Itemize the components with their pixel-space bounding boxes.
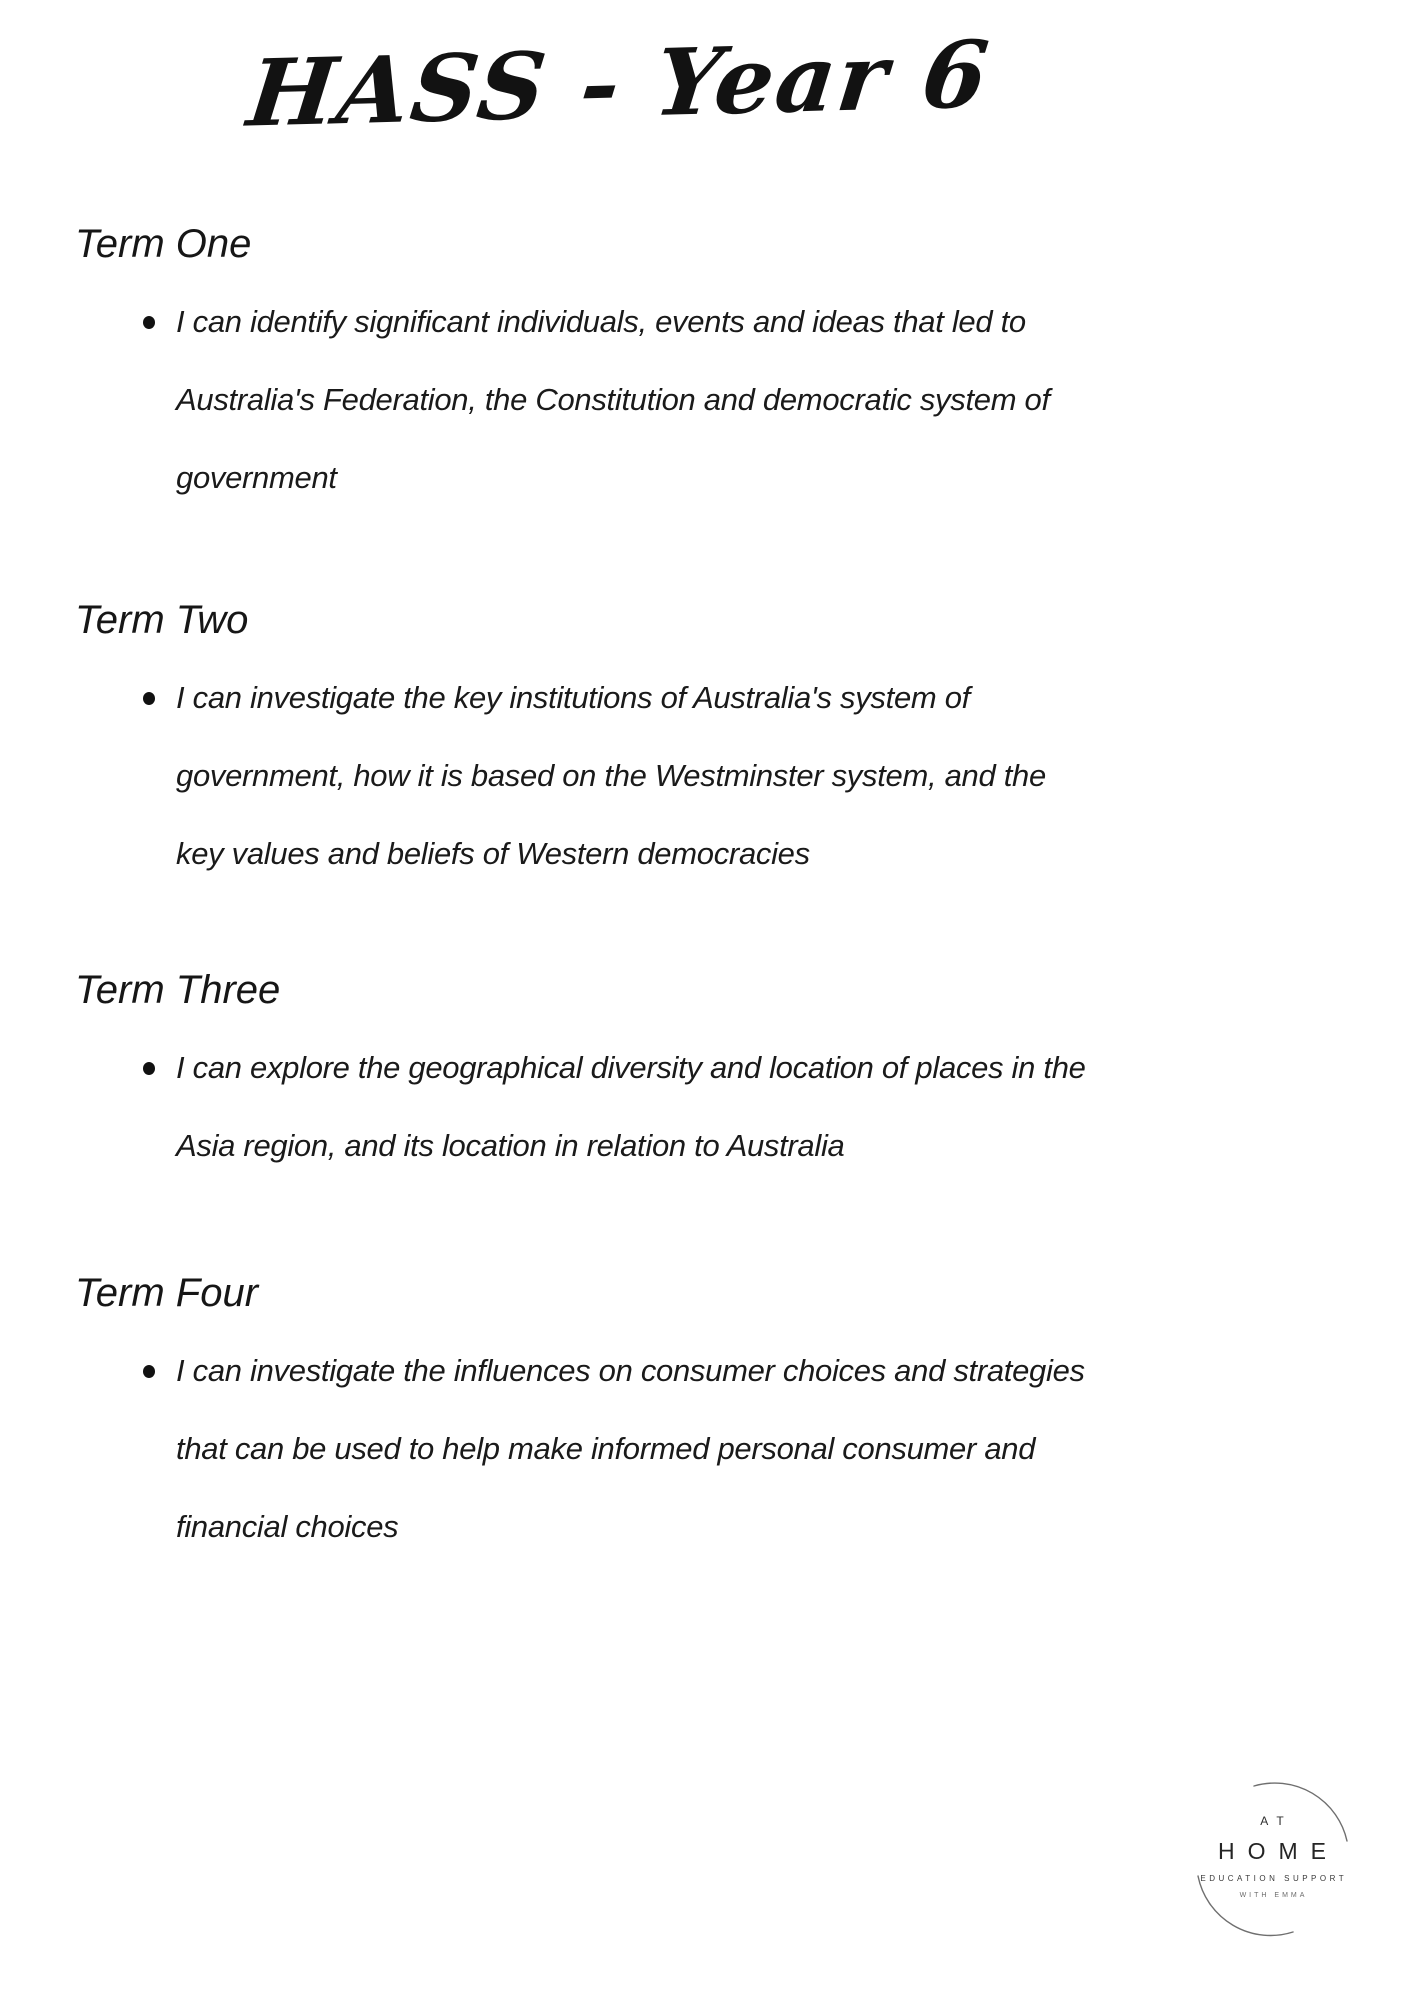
bullet-dot-icon (143, 692, 155, 705)
term-four-bullet (143, 1332, 1384, 1566)
term-one-section (75, 205, 1384, 517)
term-three-section (75, 951, 1384, 1185)
term-two-heading: Term Two (75, 598, 249, 642)
bullet-line: Australia's Federation, the Constitution and democratic system of (176, 382, 1050, 417)
bullet-line: key values and beliefs of Western democracies (176, 836, 810, 871)
logo-subtitle: EDUCATION SUPPORT (1200, 1874, 1348, 1883)
term-one-bullet (143, 283, 1384, 517)
bullet-text (176, 659, 1046, 893)
bullet-line: Asia region, and its location in relation to Australia (176, 1128, 845, 1163)
logo-word-at: AT (1260, 1814, 1293, 1828)
bullet-dot-icon (143, 1365, 155, 1378)
bullet-text (176, 283, 1050, 517)
term-three-bullet (143, 1029, 1384, 1185)
bullet-line: I can identify significant individuals, events and ideas that led to (176, 304, 1026, 339)
bullet-line: government, how it is based on the Westminster system, and the (176, 758, 1046, 793)
bullet-line: that can be used to help make informed personal consumer and (176, 1431, 1036, 1466)
bullet-text (176, 1332, 1085, 1566)
term-three-heading: Term Three (75, 968, 281, 1012)
bullet-line: financial choices (176, 1509, 399, 1544)
brand-logo (1192, 1776, 1352, 1942)
term-two-section (75, 581, 1384, 893)
term-one-heading: Term One (75, 222, 252, 266)
bullet-dot-icon (143, 1062, 155, 1075)
bullet-dot-icon (143, 316, 155, 329)
bullet-text (176, 1029, 1086, 1185)
bullet-line: I can investigate the influences on consumer choices and strategies (176, 1353, 1085, 1388)
page-title: HASS - Year 6 (242, 20, 996, 148)
bullet-line: I can investigate the key institutions of Australia's system of (176, 680, 970, 715)
bullet-line: government (176, 460, 337, 495)
logo-text-block (1192, 1776, 1352, 1942)
term-two-bullet (143, 659, 1384, 893)
logo-tagline: WITH EMMA (1239, 1892, 1308, 1899)
bullet-line: I can explore the geographical diversity and location of places in the (176, 1050, 1086, 1085)
term-four-section (75, 1254, 1384, 1566)
term-four-heading: Term Four (75, 1271, 259, 1315)
logo-word-home: HOME (1218, 1838, 1339, 1864)
